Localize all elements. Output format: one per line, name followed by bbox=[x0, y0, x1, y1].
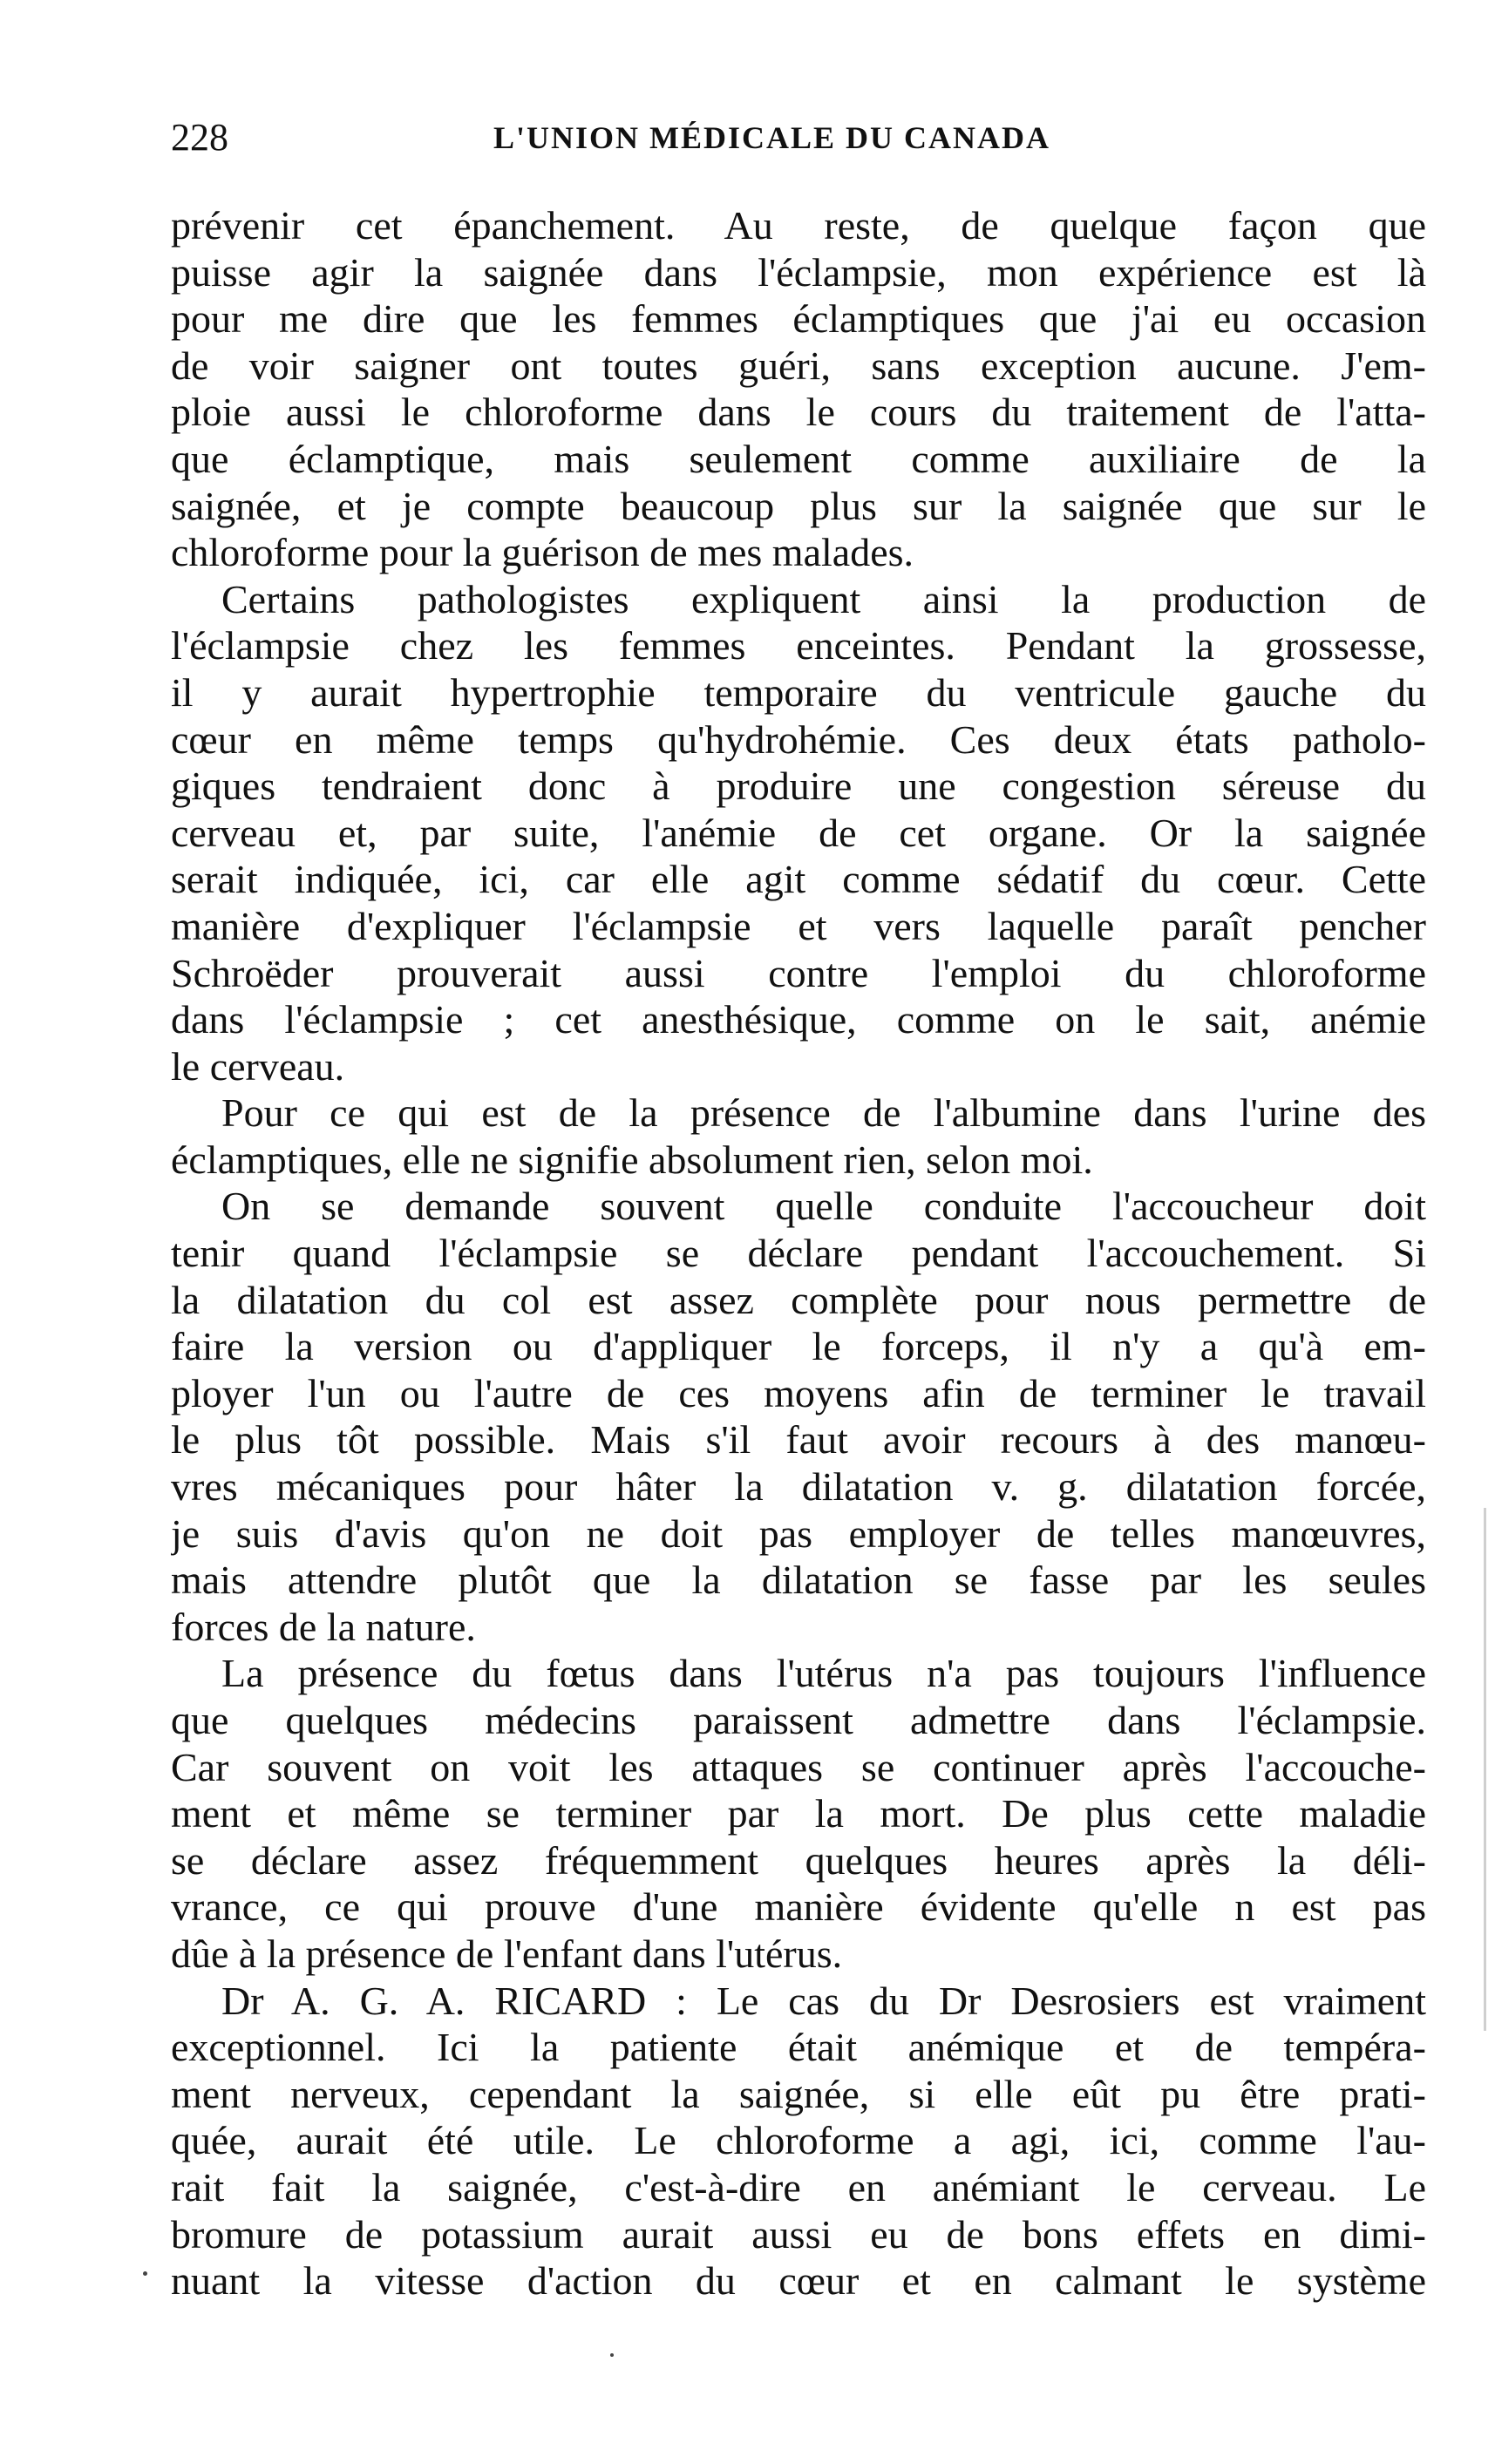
text-line: le plus tôt possible. Mais s'il faut avoir recours à des manœu- bbox=[171, 1417, 1426, 1463]
page-header bbox=[171, 112, 1426, 164]
text-line: ploie aussi le chloroforme dans le cours du traitement de l'atta- bbox=[171, 390, 1426, 435]
text-line: ment nerveux, cependant la saignée, si elle eût pu être prati- bbox=[171, 2071, 1426, 2116]
text-line: ployer l'un ou l'autre de ces moyens afin de terminer le travail bbox=[171, 1370, 1426, 1415]
text-line: La présence du fœtus dans l'utérus n'a pas toujours l'influence bbox=[221, 1651, 1426, 1696]
text-line: puisse agir la saignée dans l'éclampsie, mon expérience est là bbox=[171, 249, 1426, 295]
text-line: manière d'expliquer l'éclampsie et vers laquelle paraît pencher bbox=[171, 903, 1426, 948]
text-line: Dr A. G. A. RICARD : Le cas du Dr Desrosiers est vraiment bbox=[221, 1978, 1426, 2023]
text-line: bromure de potassium aurait aussi eu de bons effets en dimi- bbox=[171, 2211, 1426, 2257]
text-line: dans l'éclampsie ; cet anesthésique, comme on le sait, anémie bbox=[171, 997, 1426, 1042]
text-line: le cerveau. bbox=[171, 1043, 345, 1089]
page-edge-shadow bbox=[1484, 1508, 1486, 2031]
text-line: éclamptiques, elle ne signifie absolument rien, selon moi. bbox=[171, 1137, 1093, 1182]
text-line: il y aurait hypertrophie temporaire du ventricule gauche du bbox=[171, 669, 1426, 715]
text-line: quée, aurait été utile. Le chloroforme a agi, ici, comme l'au- bbox=[171, 2118, 1426, 2163]
text-line: dûe à la présence de l'enfant dans l'utérus. bbox=[171, 1931, 843, 1976]
print-speck bbox=[610, 2353, 614, 2357]
text-line: vres mécaniques pour hâter la dilatation v. g. dilatation forcée, bbox=[171, 1464, 1426, 1510]
text-line: je suis d'avis qu'on ne doit pas employer de telles manœuvres, bbox=[171, 1510, 1426, 1556]
text-line: l'éclampsie chez les femmes enceintes. Pendant la grossesse, bbox=[171, 623, 1426, 669]
page-number: 228 bbox=[171, 116, 228, 159]
text-line: giques tendraient donc à produire une congestion séreuse du bbox=[171, 764, 1426, 809]
text-line: On se demande souvent quelle conduite l'accoucheur doit bbox=[221, 1184, 1426, 1229]
text-line: Schroëder prouverait aussi contre l'emploi du chloroforme bbox=[171, 950, 1426, 995]
running-head: L'UNION MÉDICALE DU CANADA bbox=[493, 120, 1051, 155]
text-line: ment et même se terminer par la mort. De plus cette maladie bbox=[171, 1791, 1426, 1836]
body-text bbox=[171, 202, 1426, 2304]
text-line: pour me dire que les femmes éclamptiques que j'ai eu occasion bbox=[171, 296, 1426, 342]
text-line: serait indiquée, ici, car elle agit comme sédatif du cœur. Cette bbox=[171, 857, 1426, 902]
text-line: saignée, et je compte beaucoup plus sur la saignée que sur le bbox=[171, 483, 1426, 528]
text-line: exceptionnel. Ici la patiente était anémique et de tempéra- bbox=[171, 2025, 1426, 2070]
text-line: forces de la nature. bbox=[171, 1604, 476, 1649]
text-line: rait fait la saignée, c'est-à-dire en anémiant le cerveau. Le bbox=[171, 2164, 1426, 2209]
text-line: Pour ce qui est de la présence de l'albumine dans l'urine des bbox=[221, 1090, 1426, 1136]
text-line: que quelques médecins paraissent admettre dans l'éclampsie. bbox=[171, 1698, 1426, 1742]
text-line: faire la version ou d'appliquer le forceps, il n'y a qu'à em- bbox=[171, 1324, 1426, 1369]
text-line: nuant la vitesse d'action du cœur et en calmant le système bbox=[171, 2258, 1426, 2304]
text-line: cerveau et, par suite, l'anémie de cet organe. Or la saignée bbox=[171, 810, 1426, 855]
text-line: tenir quand l'éclampsie se déclare pendant l'accouchement. Si bbox=[171, 1231, 1426, 1276]
text-line: cœur en même temps qu'hydrohémie. Ces deux états patholo- bbox=[171, 716, 1426, 762]
text-line: mais attendre plutôt que la dilatation se fasse par les seules bbox=[171, 1558, 1426, 1603]
text-line: vrance, ce qui prouve d'une manière évidente qu'elle n est pas bbox=[171, 1884, 1426, 1930]
text-line: prévenir cet épanchement. Au reste, de quelque façon que bbox=[171, 203, 1426, 248]
text-line: la dilatation du col est assez complète pour nous permettre de bbox=[171, 1277, 1426, 1322]
text-line: chloroforme pour la guérison de mes malades. bbox=[171, 530, 914, 575]
text-line: Car souvent on voit les attaques se continuer après l'accouche- bbox=[171, 1744, 1426, 1789]
text-line: Certains pathologistes expliquent ainsi la production de bbox=[221, 576, 1426, 621]
text-line: que éclamptique, mais seulement comme auxiliaire de la bbox=[171, 436, 1426, 481]
text-line: de voir saigner ont toutes guéri, sans exception aucune. J'em- bbox=[171, 343, 1426, 388]
text-line: se déclare assez fréquemment quelques heures après la déli- bbox=[171, 1837, 1426, 1883]
print-speck bbox=[143, 2271, 147, 2276]
